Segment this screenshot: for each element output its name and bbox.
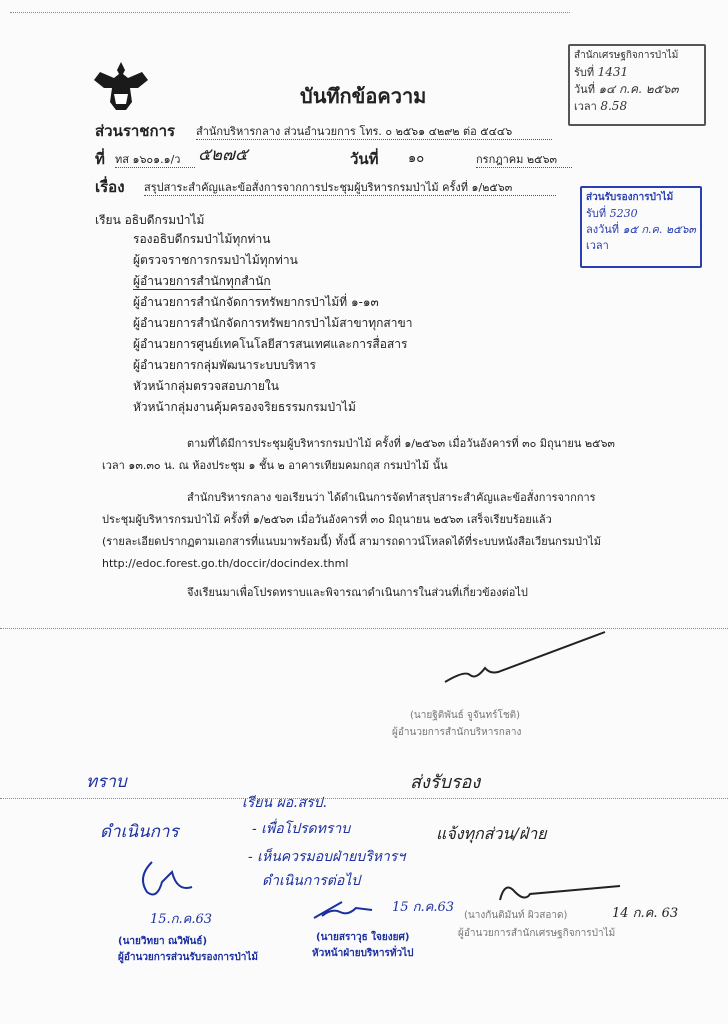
left-handwritten-date: 15.ก.ค.63 [150,912,213,927]
minute-note-line3: - เห็นควรมอบฝ่ายบริหารฯ [248,849,406,865]
para2-line3: (รายละเอียดปรากฏตามเอกสารที่แนบมาพร้อมนี้) ทั้งนี้ สามารถดาวน์โหลดได้ที่ระบบหนังสือเวียนกรมป่าไม้ [102,535,601,548]
ref-label: ที่ [95,150,105,168]
left-signature-icon [132,852,202,902]
stamp-received-row [586,206,696,222]
stamp-received-row [574,64,700,81]
signer-name: (นายฐิติพันธ์ จูจันทร์โชติ) [410,710,521,721]
recipient-item: ผู้ตรวจราชการกรมป่าไม้ทุกท่าน [133,253,298,267]
download-url: http://edoc.forest.go.th/doccir/docindex.thml [102,557,349,570]
para1-line2: เวลา ๑๓.๓๐ น. ณ ห้องประชุม ๑ ชั้น ๒ อาคารเทียมคมกฤส กรมป่าไม้ นั้น [102,459,448,472]
garuda-emblem-icon [92,58,150,114]
handwritten-note-acknowledged: ทราบ [86,772,127,792]
subject-label: เรื่อง [95,178,125,196]
stamp-time-row [586,238,696,254]
stamp-received-number: 5230 [609,207,638,220]
stamp-date-label: ลงวันที่ [586,223,620,236]
middle-annotator-name: (นายสราวุธ ใจยงยศ) [316,932,410,943]
right-handwritten-note2: แจ้งทุกส่วน/ฝ่าย [436,824,547,843]
ref-number-handwritten: ๕๒๗๕ [198,145,248,165]
middle-handwritten-date: 15 ก.ค.63 [392,900,455,915]
closing-line: จึงเรียนมาเพื่อโปรดทราบและพิจารณาดำเนินการในส่วนที่เกี่ยวข้องต่อไป [187,586,528,599]
right-signature-icon [490,872,630,904]
right-annotator-title: ผู้อำนวยการสำนักเศรษฐกิจการป่าไม้ [458,928,616,939]
stamp-office: สำนักเศรษฐกิจการป่าไม้ [574,50,679,61]
director-signature-icon [440,630,610,690]
recipient-item: ผู้อำนวยการสำนักจัดการทรัพยากรป่าไม้สาขาทุกสาขา [133,316,413,330]
stamp-time-row [574,98,700,115]
minute-note-line1: เรียน ผอ.สรป. [242,795,327,811]
stamp-date-value: ๑๔ ก.ค. ๒๕๖๓ [598,82,679,96]
stamp-date-row [574,81,700,98]
handwritten-note-proceed: ดำเนินการ [100,822,179,842]
stamp-received-label: รับที่ [574,66,595,79]
stamp-date-row [586,222,696,238]
stamp-time-label: เวลา [586,239,609,252]
para2-line2: ประชุมผู้บริหารกรมป่าไม้ ครั้งที่ ๑/๒๕๖๓ เมื่อวันอังคารที่ ๓๐ มิถุนายน ๒๕๖๓ เสร็จเรียบร้อยแล้ว [102,513,552,526]
scan-edge [10,12,570,13]
recipient-item: ผู้อำนวยการกลุ่มพัฒนาระบบบริหาร [133,358,316,372]
recipient-item-underlined: ผู้อำนวยการสำนักทุกสำนัก [133,274,271,288]
agency-value: สำนักบริหารกลาง ส่วนอำนวยการ โทร. ๐ ๒๕๖๑ ๔๒๙๒ ต่อ ๕๔๔๖ [196,124,552,140]
stamp-time-value: 8.58 [600,99,628,113]
recipient-item: ผู้อำนวยการสำนักจัดการทรัพยากรป่าไม้ที่ ๑-๑๓ [133,295,379,309]
recipient-item: ผู้อำนวยการศูนย์เทคโนโลยีสารสนเทศและการสื่อสาร [133,337,408,351]
fold-line [0,628,728,629]
middle-annotator-title: หัวหน้าฝ่ายบริหารทั่วไป [312,948,414,959]
receipt-stamp-economic [568,44,706,126]
middle-signature-icon [312,898,402,922]
stamp-office: ส่วนรับรองการป่าไม้ [586,192,674,203]
date-label: วันที่ [350,150,379,168]
stamp-date-value: ๑๕ ก.ค. ๒๕๖๓ [622,223,696,236]
left-annotator-name: (นายวิทยา ณวิพันธ์) [118,936,208,947]
date-month-year: กรกฎาคม ๒๕๖๓ [476,152,572,168]
subject-value: สรุปสาระสำคัญและข้อสั่งการจากการประชุมผู้บริหารกรมป่าไม้ ครั้งที่ ๑/๒๕๖๓ [144,180,556,196]
stamp-date-label: วันที่ [574,83,595,96]
para1-line1: ตามที่ได้มีการประชุมผู้บริหารกรมป่าไม้ ครั้งที่ ๑/๒๕๖๓ เมื่อวันอังคารที่ ๓๐ มิถุนายน ๒๕๖๓ [187,437,615,450]
stamp-received-number: 1431 [597,65,629,79]
right-annotator-name: (นางกันติมันท์ ผิวสอาด) [464,910,568,921]
right-handwritten-date: 14 ก.ค. 63 [612,906,679,921]
recipient-item: หัวหน้ากลุ่มงานคุ้มครองจริยธรรมกรมป่าไม้ [133,400,356,414]
minute-note-line4: ดำเนินการต่อไป [262,873,361,889]
receipt-stamp-forestry [580,186,702,268]
memo-title: บันทึกข้อความ [300,84,427,108]
salutation: เรียน อธิบดีกรมป่าไม้ [95,213,205,227]
ref-value: ทส ๑๖๐๑.๑/ว [115,152,195,168]
date-day: ๑๐ [408,151,425,166]
agency-label: ส่วนราชการ [95,122,176,140]
stamp-received-label: รับที่ [586,207,607,220]
minute-note-line2: - เพื่อโปรดทราบ [252,821,351,837]
signer-title: ผู้อำนวยการสำนักบริหารกลาง [392,727,522,738]
left-annotator-title: ผู้อำนวยการส่วนรับรองการป่าไม้ [118,952,258,963]
para2-line1: สำนักบริหารกลาง ขอเรียนว่า ได้ดำเนินการจัดทำสรุปสาระสำคัญและข้อสั่งการจากการ [187,491,596,504]
fold-line-2 [0,798,728,799]
recipient-item: รองอธิบดีกรมป่าไม้ทุกท่าน [133,232,271,246]
recipient-item: หัวหน้ากลุ่มตรวจสอบภายใน [133,379,279,393]
stamp-time-label: เวลา [574,100,597,113]
right-handwritten-note1: ส่งรับรอง [410,772,481,793]
